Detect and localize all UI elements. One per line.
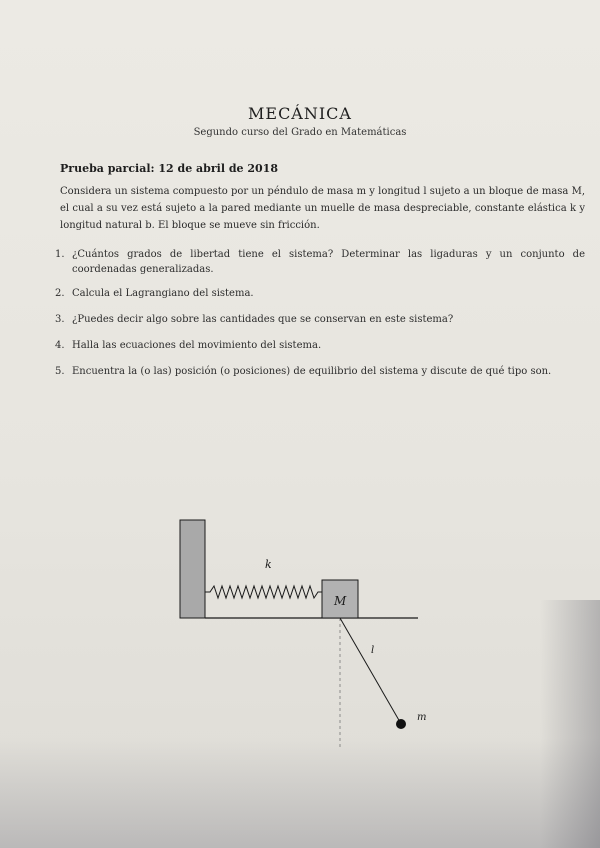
page-shadow-right [540,600,600,848]
spring-label: k [265,558,272,571]
question-number: 1. [55,249,65,260]
question-item [55,247,585,277]
block-label: M [334,594,347,608]
pendulum-bob [396,719,406,729]
question-item [55,286,585,301]
question-number: 2. [55,288,65,299]
document-subtitle: Segundo curso del Grado en Matemáticas [193,127,407,138]
question-item [55,312,585,327]
rod-length-label: l [371,645,375,656]
question-list [55,247,585,379]
bob-mass-label: m [417,712,427,723]
question-number: 4. [55,340,65,351]
exam-heading: Prueba parcial: 12 de abril de 2018 [60,162,278,175]
mechanical-system-diagram [170,510,450,760]
question-item [55,338,585,353]
question-text: Halla las ecuaciones del movimiento del sistema. [72,340,322,351]
spring [205,586,322,598]
question-item [55,364,585,379]
wall [180,520,205,618]
pendulum-rod [340,618,400,722]
question-number: 5. [55,366,65,377]
question-number: 3. [55,314,65,325]
question-text: ¿Cuántos grados de libertad tiene el sistema? Determinar las ligaduras y un conjunto de coordenadas generalizadas. [72,249,585,275]
question-text: ¿Puedes decir algo sobre las cantidades que se conservan en este sistema? [72,314,454,325]
document-title: MECÁNICA [248,104,352,123]
question-text: Encuentra la (o las) posición (o posiciones) de equilibrio del sistema y discute de qué tipo son. [72,366,552,377]
question-text: Calcula el Lagrangiano del sistema. [72,288,254,299]
problem-statement: Considera un sistema compuesto por un péndulo de masa m y longitud l sujeto a un bloque de masa M, el cual a su vez está sujeto a la pared mediante un muelle de masa despreciable, constante elástica k y longitud natural b. El bloque se mueve sin fricción. [60,186,585,231]
